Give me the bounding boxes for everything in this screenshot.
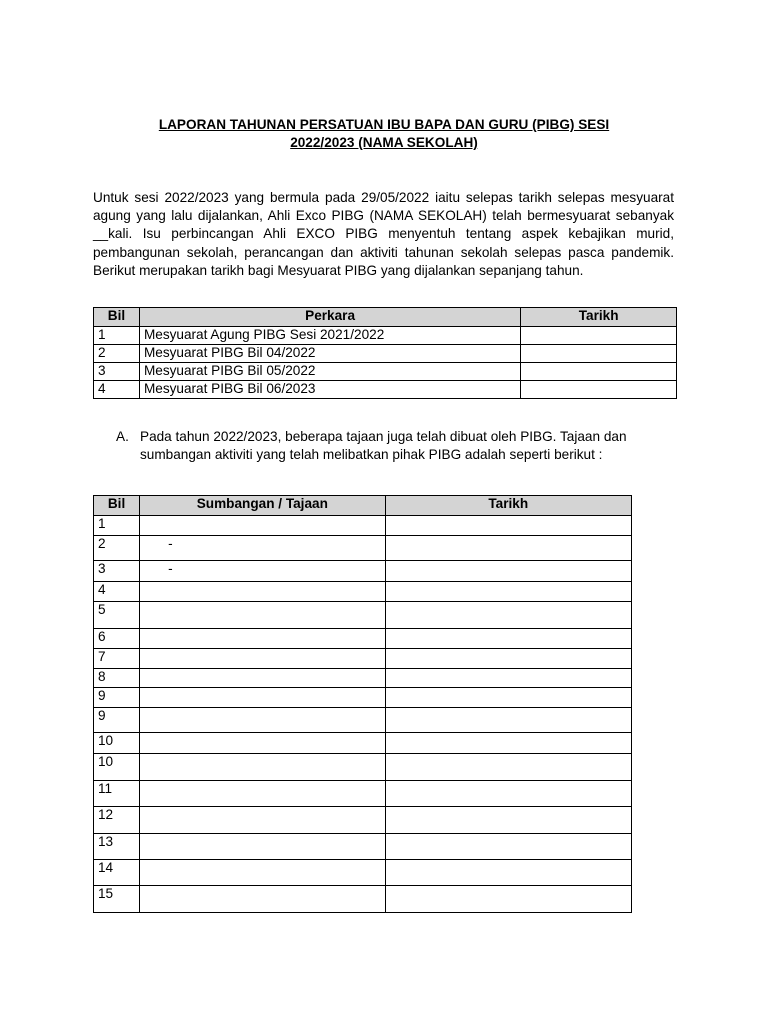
cell-tarikh <box>521 327 677 345</box>
sponsor-table <box>93 495 632 913</box>
cell-tarikh <box>385 516 631 536</box>
header-bil: Bil <box>94 308 140 327</box>
table-row <box>94 834 632 860</box>
cell-perkara: Mesyuarat Agung PIBG Sesi 2021/2022 <box>139 327 520 345</box>
table-row <box>94 886 632 913</box>
table-row <box>94 688 632 708</box>
cell-bil: 9 <box>94 708 140 733</box>
table-row <box>94 629 632 649</box>
cell-bil: 4 <box>94 381 140 399</box>
cell-sumbangan <box>140 807 385 834</box>
cell-tarikh <box>385 649 631 669</box>
table-row <box>94 345 677 363</box>
cell-sumbangan <box>140 860 385 886</box>
cell-perkara: Mesyuarat PIBG Bil 04/2022 <box>139 345 520 363</box>
cell-sumbangan: - <box>140 561 385 582</box>
cell-bil: 7 <box>94 649 140 669</box>
cell-sumbangan <box>140 649 385 669</box>
table-row <box>94 561 632 582</box>
cell-sumbangan <box>140 708 385 733</box>
section-a <box>116 428 676 463</box>
table-row <box>94 860 632 886</box>
cell-sumbangan <box>140 629 385 649</box>
cell-perkara: Mesyuarat PIBG Bil 05/2022 <box>139 363 520 381</box>
cell-bil: 9 <box>94 688 140 708</box>
cell-bil: 10 <box>94 733 140 754</box>
cell-sumbangan <box>140 781 385 807</box>
cell-bil: 1 <box>94 327 140 345</box>
table-row <box>94 536 632 561</box>
cell-tarikh <box>385 708 631 733</box>
cell-bil: 8 <box>94 669 140 688</box>
header-tarikh: Tarikh <box>521 308 677 327</box>
cell-bil: 3 <box>94 561 140 582</box>
cell-bil: 5 <box>94 602 140 629</box>
cell-tarikh <box>385 669 631 688</box>
table-row <box>94 582 632 602</box>
cell-tarikh <box>385 602 631 629</box>
table-row <box>94 327 677 345</box>
cell-bil: 15 <box>94 886 140 913</box>
header-perkara: Perkara <box>139 308 520 327</box>
document-title <box>94 116 674 152</box>
table-row <box>94 733 632 754</box>
cell-bil: 2 <box>94 345 140 363</box>
header-bil: Bil <box>94 496 140 516</box>
cell-tarikh <box>385 629 631 649</box>
cell-tarikh <box>521 363 677 381</box>
table-row <box>94 363 677 381</box>
cell-sumbangan <box>140 688 385 708</box>
cell-tarikh <box>385 582 631 602</box>
cell-tarikh <box>385 536 631 561</box>
cell-sumbangan <box>140 669 385 688</box>
cell-sumbangan <box>140 733 385 754</box>
cell-tarikh <box>521 381 677 399</box>
table-row <box>94 807 632 834</box>
table-row <box>94 708 632 733</box>
title-line-2: 2022/2023 (NAMA SEKOLAH) <box>290 135 478 150</box>
cell-bil: 11 <box>94 781 140 807</box>
cell-bil: 3 <box>94 363 140 381</box>
cell-bil: 1 <box>94 516 140 536</box>
table-row <box>94 669 632 688</box>
intro-paragraph: Untuk sesi 2022/2023 yang bermula pada 29/05/2022 iaitu selepas tarikh selepas mesyuarat agung yang lalu dijalankan, Ahli Exco PIBG (NAMA SEKOLAH) telah bermesyuarat sebanyak __kali. Isu perbincangan Ahli EXCO PIBG menyentuh tentang aspek kebajikan murid, pembangunan sekolah, perancangan dan aktiviti tahunan sekolah selepas pasca pandemik. Berikut merupakan tarikh bagi Mesyuarat PIBG yang dijalankan sepanjang tahun. <box>93 190 674 278</box>
section-a-text: Pada tahun 2022/2023, beberapa tajaan juga telah dibuat oleh PIBG. Tajaan dan sumbangan aktiviti yang telah melibatkan pihak PIBG adalah seperti berikut : <box>140 429 627 462</box>
cell-sumbangan <box>140 602 385 629</box>
table-row <box>94 516 632 536</box>
header-tarikh: Tarikh <box>385 496 631 516</box>
header-sumbangan: Sumbangan / Tajaan <box>140 496 385 516</box>
cell-sumbangan <box>140 886 385 913</box>
cell-bil: 10 <box>94 754 140 781</box>
cell-tarikh <box>385 561 631 582</box>
meeting-table-header <box>94 308 677 327</box>
cell-tarikh <box>385 781 631 807</box>
cell-bil: 14 <box>94 860 140 886</box>
table-row <box>94 649 632 669</box>
cell-bil: 2 <box>94 536 140 561</box>
title-line-1: LAPORAN TAHUNAN PERSATUAN IBU BAPA DAN GURU (PIBG) SESI <box>158 117 610 132</box>
cell-tarikh <box>385 886 631 913</box>
cell-sumbangan <box>140 834 385 860</box>
sponsor-table-header <box>94 496 632 516</box>
table-row <box>94 602 632 629</box>
cell-tarikh <box>385 834 631 860</box>
cell-tarikh <box>521 345 677 363</box>
cell-sumbangan <box>140 754 385 781</box>
cell-sumbangan <box>140 516 385 536</box>
meeting-table <box>93 307 677 399</box>
cell-bil: 6 <box>94 629 140 649</box>
cell-tarikh <box>385 733 631 754</box>
cell-tarikh <box>385 754 631 781</box>
cell-sumbangan: - <box>140 536 385 561</box>
cell-bil: 12 <box>94 807 140 834</box>
cell-tarikh <box>385 688 631 708</box>
section-marker: A. <box>116 429 129 444</box>
table-row <box>94 754 632 781</box>
cell-tarikh <box>385 860 631 886</box>
cell-perkara: Mesyuarat PIBG Bil 06/2023 <box>139 381 520 399</box>
table-row <box>94 381 677 399</box>
cell-bil: 4 <box>94 582 140 602</box>
table-row <box>94 781 632 807</box>
cell-bil: 13 <box>94 834 140 860</box>
cell-tarikh <box>385 807 631 834</box>
cell-sumbangan <box>140 582 385 602</box>
